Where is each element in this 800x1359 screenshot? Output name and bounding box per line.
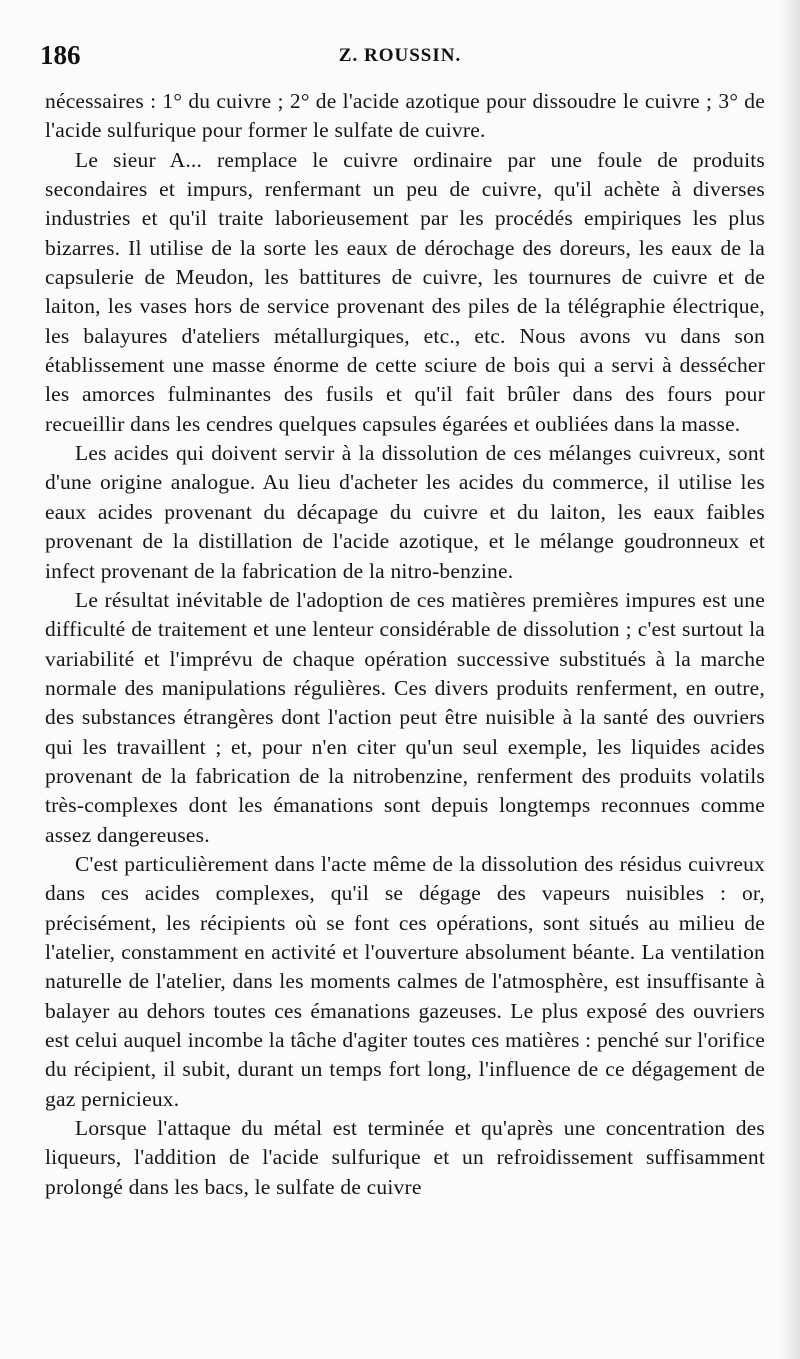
page-edge-shadow <box>778 0 800 1359</box>
page-header <box>40 40 760 76</box>
running-head: Z. ROUSSIN. <box>338 45 462 66</box>
paragraph: C'est particulièrement dans l'acte même de la dissolution des résidus cuivreux dans ces acides complexes, qu'il se dégage des vapeurs nuisibles : or, précisément, les récipients où se font ces opérations, sont situés au milieu de l'atelier, constamment en activité et l'ouverture absolument béante. La ventilation naturelle de l'atelier, dans les moments calmes de l'atmosphère, est insuffisante à balayer au dehors toutes ces émanations gazeuses. Le plus exposé des ouvriers est celui auquel incombe la tâche d'agiter toutes ces matières : penché sur l'orifice du récipient, il subit, durant un temps fort long, l'influence de ce dégagement de gaz pernicieux. <box>45 851 765 1111</box>
paragraph: Les acides qui doivent servir à la dissolution de ces mélanges cuivreux, sont d'une origine analogue. Au lieu d'acheter les acides du commerce, il utilise les eaux acides provenant du décapage du cuivre et du laiton, les eaux faibles provenant de la distillation de l'acide azotique, et le mélange goudronneux et infect provenant de la fabrication de la nitro-benzine. <box>45 441 765 583</box>
page-number: 186 <box>40 40 81 70</box>
paragraph: Le résultat inévitable de l'adoption de ces matières premières impures est une difficulté de traitement et une lenteur considérable de dissolution ; c'est surtout la variabilité et l'imprévu de chaque opération successive substitués à la marche normale des manipulations régulières. Ces divers produits renferment, en outre, des substances étrangères dont l'action peut être nuisible à la santé des ouvriers qui les travaillent ; et, pour n'en citer qu'un seul exemple, les liquides acides provenant de la fabrication de la nitrobenzine, renferment des produits volatils très-complexes dont les émanations sont depuis longtemps reconnues comme assez dangereuses. <box>45 587 765 847</box>
body-text <box>45 87 765 1202</box>
paragraph: Lorsque l'attaque du métal est terminée et qu'après une concentration des liqueurs, l'addition de l'acide sulfurique et un refroidissement suffisamment prolongé dans les bacs, le sulfate de cuivre <box>45 1116 765 1199</box>
paragraph-continued: nécessaires : 1° du cuivre ; 2° de l'acide azotique pour dissoudre le cuivre ; 3° de l'acide sulfurique pour former le sulfate de cuivre. <box>45 89 765 143</box>
paragraph: Le sieur A... remplace le cuivre ordinaire par une foule de produits secondaires et impurs, renfermant un peu de cuivre, qu'il achète à diverses industries et qu'il traite laborieusement par les procédés empiriques les plus bizarres. Il utilise de la sorte les eaux de dérochage des doreurs, les eaux de la capsulerie de Meudon, les battitures de cuivre, les tournures de cuivre et de laiton, les vases hors de service provenant des piles de la télégraphie électrique, les balayures d'ateliers métallurgiques, etc., etc. Nous avons vu dans son établissement une masse énorme de cette sciure de bois qui a servi à dessécher les amorces fulminantes des fusils et qu'il fait brûler dans des fours pour recueillir dans les cendres quelques capsules égarées et oubliées dans la masse. <box>45 147 765 436</box>
